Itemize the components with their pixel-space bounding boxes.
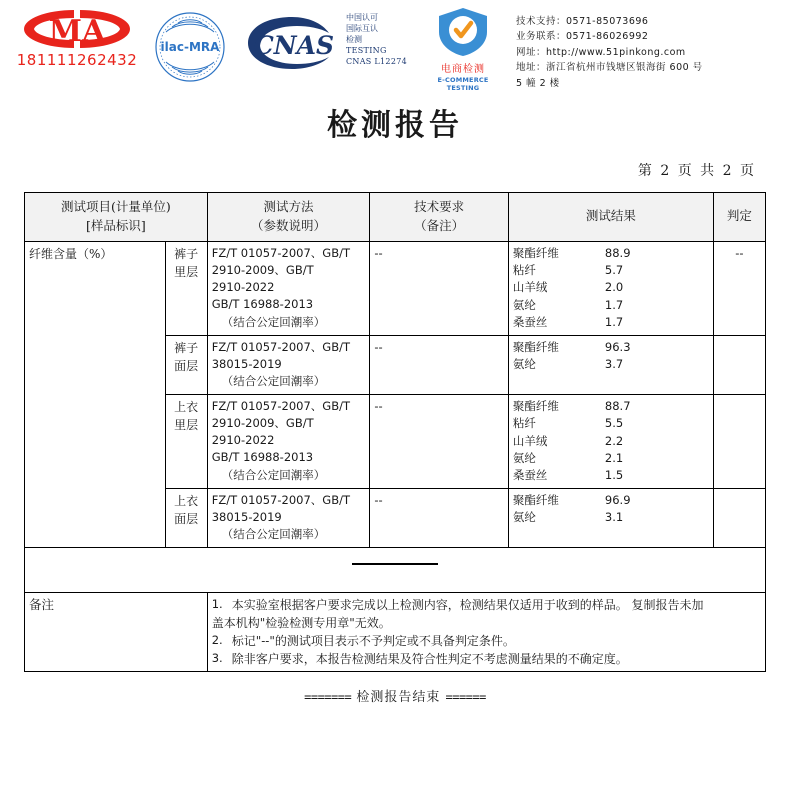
remark-number: 1. <box>211 596 223 611</box>
report-table <box>24 192 766 672</box>
header-test-item-line1: 测试项目(计量单位) <box>60 199 171 214</box>
cnas-line-2: 国际互认 <box>346 24 378 34</box>
sample-label: 上衣里层 <box>165 394 207 488</box>
cnas-line-1: 中国认可 <box>346 13 378 22</box>
header-verdict: 判定 <box>713 193 765 242</box>
result-fiber-value: 3.1 <box>604 510 624 525</box>
result-entry <box>513 279 709 296</box>
test-result <box>508 335 713 394</box>
tech-requirement: -- <box>370 394 509 488</box>
result-fiber-name: 山羊绒 <box>512 280 548 295</box>
separator-rule <box>352 563 438 565</box>
result-fiber-name: 聚酯纤维 <box>512 492 559 507</box>
report-table-body <box>25 241 766 671</box>
method-line: FZ/T 01057-2007、GB/T <box>211 398 350 413</box>
result-entry <box>513 356 709 373</box>
verdict-value <box>713 488 765 547</box>
header-test-result: 测试结果 <box>508 193 713 242</box>
method-note: （结合公定回潮率） <box>221 374 326 389</box>
ilac-mra-label: ilac-MRA <box>160 40 220 54</box>
page-title: 检测报告 <box>327 108 463 143</box>
cnas-accreditation-text <box>346 4 420 67</box>
header-test-method-line1: 测试方法 <box>263 199 314 214</box>
remarks-row <box>25 592 766 671</box>
remark-number: 2. <box>211 632 223 647</box>
result-entry <box>513 398 709 415</box>
result-entry <box>513 339 709 356</box>
method-line: 2910-2022 <box>211 280 275 294</box>
document-header <box>0 0 790 92</box>
result-fiber-name: 桑蚕丝 <box>512 468 548 483</box>
result-fiber-name: 粘纤 <box>512 416 536 431</box>
cma-logo <box>12 4 142 69</box>
result-fiber-name: 氨纶 <box>512 510 536 525</box>
end-marker-right: ====== <box>445 689 486 704</box>
result-fiber-value: 96.9 <box>604 492 631 507</box>
result-entry <box>513 415 709 432</box>
remark-text: 标记"--"的测试项目表示不予判定或不具备判定条件。 <box>231 633 515 648</box>
method-line: FZ/T 01057-2007、GB/T <box>211 339 350 354</box>
end-marker-left: ======= <box>304 689 352 704</box>
sample-label: 上衣面层 <box>165 488 207 547</box>
ecommerce-label-cn: 电商检测 <box>441 64 485 75</box>
sample-label: 裤子里层 <box>165 241 207 335</box>
header-test-item <box>25 193 208 242</box>
verdict-value <box>713 394 765 488</box>
result-fiber-value: 5.5 <box>604 416 624 431</box>
method-line: GB/T 16988-2013 <box>211 450 314 465</box>
remark-number: 3. <box>211 650 223 665</box>
cnas-line-5: CNAS L12274 <box>346 57 407 67</box>
ilac-mra-icon <box>153 10 227 84</box>
result-fiber-value: 88.9 <box>604 245 631 260</box>
header-tech-requirement <box>370 193 509 242</box>
method-line: 38015-2019 <box>211 510 282 525</box>
test-method <box>207 335 370 394</box>
separator-cell <box>25 547 766 592</box>
cnas-line-4: TESTING <box>346 46 387 56</box>
result-fiber-value: 96.3 <box>604 339 631 354</box>
result-entry <box>513 245 709 262</box>
page-indicator: 第 2 页 共 2 页 <box>637 163 756 179</box>
result-fiber-name: 氨纶 <box>512 297 536 312</box>
shield-check-icon <box>435 6 491 58</box>
remark-continuation: 盖本机构"检验检测专用章"无效。 <box>211 615 391 630</box>
cma-mark-icon <box>14 8 140 50</box>
result-fiber-name: 山羊绒 <box>512 433 548 448</box>
method-line: 38015-2019 <box>211 357 282 372</box>
remarks-label: 备注 <box>25 592 208 671</box>
ilac-mra-logo <box>142 4 238 88</box>
remark-text: 本实验室根据客户要求完成以上检测内容，检测结果仅适用于收到的样品。 复制报告未加 <box>231 597 704 612</box>
table-row <box>25 241 766 335</box>
header-test-method-line2: （参数说明） <box>251 217 327 233</box>
result-entry <box>513 314 709 331</box>
contact-info <box>506 4 703 91</box>
method-line: 2910-2009、GB/T <box>211 415 314 430</box>
header-test-item-line2: [样品标识] <box>85 217 146 233</box>
table-separator-row <box>25 547 766 592</box>
business-contact-line: 业务联系：0571-86026992 <box>516 31 649 43</box>
test-result <box>508 488 713 547</box>
address-line: 地址：浙江省杭州市钱塘区银海街 600 号 <box>516 62 703 74</box>
tech-requirement: -- <box>370 488 509 547</box>
test-item-name: 纤维含量（%） <box>25 241 166 547</box>
method-note: （结合公定回潮率） <box>221 314 326 329</box>
method-note: （结合公定回潮率） <box>221 527 326 542</box>
ecommerce-label-en: E-COMMERCE TESTING <box>437 76 489 92</box>
result-fiber-value: 1.5 <box>604 468 624 483</box>
result-fiber-value: 5.7 <box>604 262 624 277</box>
report-end-marker <box>0 686 790 705</box>
result-entry <box>513 297 709 314</box>
method-line: FZ/T 01057-2007、GB/T <box>211 492 350 507</box>
address-line-2: 5 幢 2 楼 <box>516 77 560 89</box>
result-entry <box>513 492 709 509</box>
result-entry <box>513 467 709 484</box>
header-tech-requirement-line1: 技术要求 <box>414 199 465 214</box>
method-line: 2910-2022 <box>211 433 275 448</box>
cnas-logo <box>238 4 346 76</box>
result-entry <box>513 450 709 467</box>
test-method <box>207 488 370 547</box>
result-fiber-value: 2.0 <box>604 280 624 295</box>
result-fiber-value: 1.7 <box>604 315 624 330</box>
result-entry <box>513 262 709 279</box>
remark-item <box>212 632 761 650</box>
report-table-container <box>24 192 766 672</box>
header-test-method <box>207 193 370 242</box>
test-method <box>207 241 370 335</box>
remarks-body <box>207 592 765 671</box>
ecommerce-testing-logo <box>420 4 506 92</box>
result-fiber-name: 桑蚕丝 <box>512 315 548 330</box>
result-entry <box>513 509 709 526</box>
result-fiber-value: 1.7 <box>604 297 624 312</box>
remark-item <box>212 650 761 668</box>
result-fiber-name: 氨纶 <box>512 357 536 372</box>
result-fiber-value: 2.2 <box>604 433 624 448</box>
method-line: 2910-2009、GB/T <box>211 262 314 277</box>
result-fiber-name: 聚酯纤维 <box>512 339 559 354</box>
tech-support-line: 技术支持：0571-85073696 <box>516 16 649 27</box>
result-fiber-value: 88.7 <box>604 398 631 413</box>
result-entry <box>513 433 709 450</box>
tech-requirement: -- <box>370 241 509 335</box>
cma-number: 181111262432 <box>16 51 138 69</box>
result-fiber-name: 氨纶 <box>512 451 536 465</box>
verdict-value: -- <box>713 241 765 335</box>
method-line: FZ/T 01057-2007、GB/T <box>211 245 350 260</box>
method-line: GB/T 16988-2013 <box>211 297 314 312</box>
svg-text:MA: MA <box>48 14 106 49</box>
table-header-row <box>25 193 766 242</box>
website-line: 网址：http://www.51pinkong.com <box>516 46 686 58</box>
cnas-line-3: 检测 <box>346 35 362 45</box>
svg-text:CNAS: CNAS <box>253 31 335 60</box>
test-result <box>508 394 713 488</box>
test-method <box>207 394 370 488</box>
tech-requirement: -- <box>370 335 509 394</box>
result-fiber-name: 聚酯纤维 <box>512 245 559 260</box>
result-fiber-value: 2.1 <box>604 451 624 465</box>
end-marker-text: 检测报告结束 <box>356 689 441 705</box>
cnas-icon <box>242 14 342 72</box>
test-result <box>508 241 713 335</box>
remark-item <box>212 596 761 614</box>
remark-text: 除非客户要求，本报告检测结果及符合性判定不考虑测量结果的不确定度。 <box>231 651 628 666</box>
result-fiber-name: 粘纤 <box>512 262 536 277</box>
sample-label: 裤子面层 <box>165 335 207 394</box>
method-note: （结合公定回潮率） <box>221 467 326 482</box>
verdict-value <box>713 335 765 394</box>
result-fiber-value: 3.7 <box>604 357 624 372</box>
header-tech-requirement-line2: （备注） <box>414 217 465 233</box>
result-fiber-name: 聚酯纤维 <box>512 398 559 413</box>
